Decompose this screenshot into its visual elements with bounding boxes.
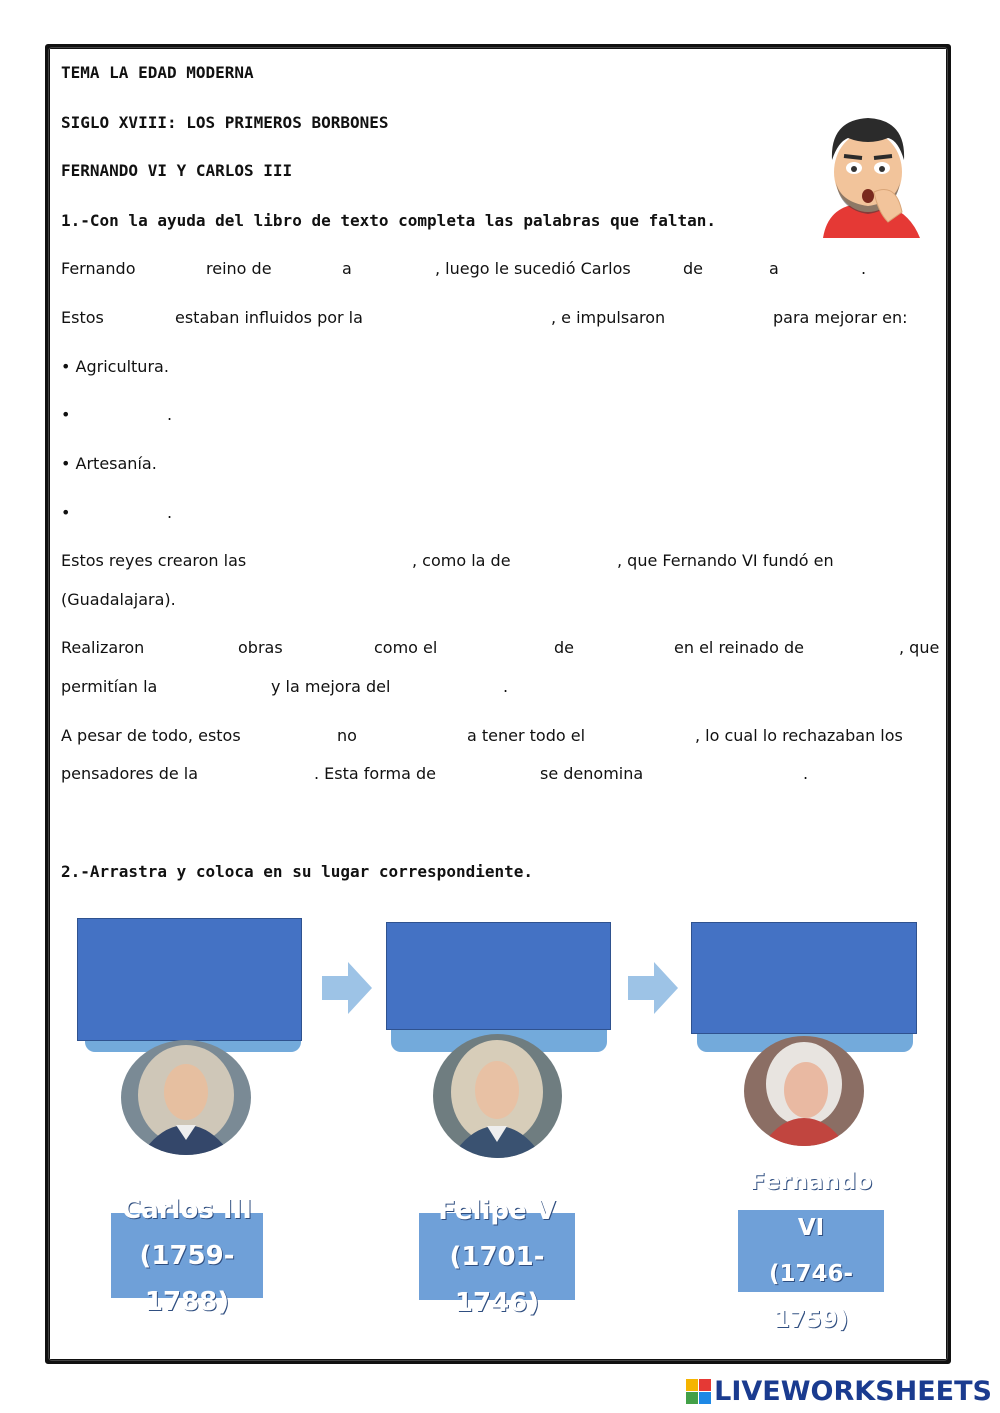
portrait-fernando-vi	[433, 1034, 562, 1158]
p2-word: estaban influidos por la	[175, 308, 363, 327]
p2-word: Estos	[61, 308, 104, 327]
p3-word: Estos reyes crearon las	[61, 551, 247, 570]
p4-word: .	[503, 677, 509, 696]
card-dates: (1746-1759)	[768, 1261, 854, 1333]
p5-word: no	[337, 726, 357, 745]
bullet-item: • Artesanía.	[61, 454, 157, 473]
p5-word: se denomina	[540, 764, 644, 783]
bullet-item: .	[167, 503, 173, 522]
p5-word: pensadores de la	[61, 764, 199, 783]
p4-word: y la mejora del	[271, 677, 391, 696]
p3-word: , que Fernando VI fundó en	[617, 551, 834, 570]
p5-word: . Esta forma de	[314, 764, 436, 783]
arrow-right-icon	[322, 962, 372, 1014]
p2-word: para mejorar en:	[773, 308, 908, 327]
card-name: Felipe V	[438, 1195, 556, 1226]
card-name: Carlos III	[122, 1194, 252, 1225]
card-dates: (1759-1788)	[139, 1240, 235, 1317]
exercise1-title: 1.-Con la ayuda del libro de texto completa las palabras que faltan.	[61, 211, 717, 230]
p4-word: como el	[374, 638, 438, 657]
header-kings: FERNANDO VI Y CARLOS III	[61, 161, 293, 180]
avatar	[808, 112, 926, 238]
p3-word: , como la de	[412, 551, 511, 570]
portrait-carlos-iii	[744, 1036, 864, 1146]
card-name: Fernando VI	[749, 1169, 873, 1241]
p1-word: a	[769, 259, 779, 278]
bullet-item: •	[61, 503, 71, 522]
header-topic: TEMA LA EDAD MODERNA	[61, 63, 254, 82]
bullet-item: •	[61, 405, 71, 424]
p1-word: , luego le sucedió Carlos	[435, 259, 631, 278]
p1-word: .	[861, 259, 867, 278]
p1-word: Fernando	[61, 259, 136, 278]
p4-word: obras	[238, 638, 283, 657]
draggable-card[interactable]	[738, 1169, 884, 1333]
p3-word: (Guadalajara).	[61, 590, 176, 609]
bullet-item: • Agricultura.	[61, 357, 169, 376]
p4-word: Realizaron	[61, 638, 145, 657]
draggable-card[interactable]	[419, 1195, 575, 1318]
p2-word: , e impulsaron	[551, 308, 666, 327]
header-century: SIGLO XVIII: LOS PRIMEROS BORBONES	[61, 113, 389, 132]
drop-zone-3[interactable]	[691, 922, 917, 1034]
card-dates: (1701-1746)	[449, 1241, 545, 1318]
p5-word: .	[803, 764, 809, 783]
portrait-felipe-v	[121, 1040, 251, 1155]
p4-word: de	[554, 638, 574, 657]
p4-word: en el reinado de	[674, 638, 804, 657]
arrow-right-icon	[628, 962, 678, 1014]
p1-word: a	[342, 259, 352, 278]
p5-word: , lo cual lo rechazaban los	[695, 726, 903, 745]
draggable-card[interactable]	[111, 1194, 263, 1317]
p1-word: de	[683, 259, 703, 278]
p5-word: A pesar de todo, estos	[61, 726, 241, 745]
logo-text: LIVEWORKSHEETS	[714, 1376, 992, 1407]
p4-word: , que	[899, 638, 940, 657]
drop-zone-1[interactable]	[77, 918, 302, 1041]
exercise2-title: 2.-Arrastra y coloca en su lugar correspondiente.	[61, 862, 534, 881]
p4-word: permitían la	[61, 677, 158, 696]
liveworksheets-logo	[686, 1376, 992, 1407]
p1-word: reino de	[206, 259, 272, 278]
bullet-item: .	[167, 405, 173, 424]
p5-word: a tener todo el	[467, 726, 586, 745]
drop-zone-2[interactable]	[386, 922, 611, 1030]
logo-badge-icon	[686, 1379, 712, 1405]
